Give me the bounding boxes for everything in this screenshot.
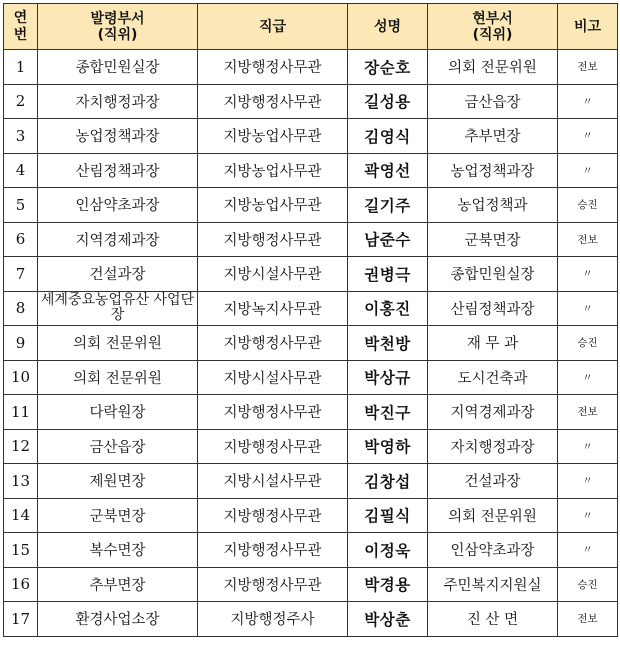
person-name-cell: 박상규	[348, 360, 428, 395]
note-cell: 〃	[558, 498, 618, 533]
table-row	[4, 464, 618, 499]
note-cell: 〃	[558, 153, 618, 188]
appointed-department-cell: 종합민원실장	[38, 50, 198, 85]
appointed-department-cell: 자치행정과장	[38, 84, 198, 119]
current-department-cell: 지역경제과장	[428, 395, 558, 430]
current-department-cell: 농업정책과	[428, 188, 558, 223]
appointed-department-cell: 환경사업소장	[38, 602, 198, 637]
grade-cell: 지방행정사무관	[198, 395, 348, 430]
grade-cell: 지방농업사무관	[198, 153, 348, 188]
note-cell: 전보	[558, 50, 618, 85]
person-name-cell: 이홍진	[348, 291, 428, 326]
grade-cell: 지방행정사무관	[198, 50, 348, 85]
appointed-department-cell: 농업정책과장	[38, 119, 198, 154]
table-row	[4, 498, 618, 533]
grade-cell: 지방행정사무관	[198, 429, 348, 464]
row-number-cell: 1	[4, 50, 38, 85]
grade-cell: 지방시설사무관	[198, 360, 348, 395]
row-number-cell: 14	[4, 498, 38, 533]
personnel-table-container	[3, 3, 618, 637]
person-name-cell: 박상춘	[348, 602, 428, 637]
table-row	[4, 326, 618, 361]
note-cell: 〃	[558, 119, 618, 154]
note-cell: 승진	[558, 326, 618, 361]
current-department-cell: 의회 전문위원	[428, 50, 558, 85]
note-cell: 전보	[558, 222, 618, 257]
row-number-cell: 7	[4, 257, 38, 292]
appointed-department-cell: 건설과장	[38, 257, 198, 292]
current-department-cell: 농업정책과장	[428, 153, 558, 188]
table-row	[4, 429, 618, 464]
person-name-cell: 장순호	[348, 50, 428, 85]
current-department-cell: 주민복지지원실	[428, 567, 558, 602]
table-row	[4, 50, 618, 85]
note-cell: 승진	[558, 188, 618, 223]
appointed-department-cell: 제원면장	[38, 464, 198, 499]
appointed-department-cell: 추부면장	[38, 567, 198, 602]
note-cell: 전보	[558, 395, 618, 430]
appointed-department-cell: 복수면장	[38, 533, 198, 568]
header-name: 성명	[348, 4, 428, 50]
note-cell: 〃	[558, 533, 618, 568]
person-name-cell: 김필식	[348, 498, 428, 533]
current-department-cell: 의회 전문위원	[428, 498, 558, 533]
row-number-cell: 2	[4, 84, 38, 119]
person-name-cell: 길성용	[348, 84, 428, 119]
row-number-cell: 15	[4, 533, 38, 568]
row-number-cell: 13	[4, 464, 38, 499]
header-current-department: 현부서 (직위)	[428, 4, 558, 50]
current-department-cell: 종합민원실장	[428, 257, 558, 292]
person-name-cell: 길기주	[348, 188, 428, 223]
table-row	[4, 119, 618, 154]
table-row	[4, 567, 618, 602]
row-number-cell: 11	[4, 395, 38, 430]
person-name-cell: 이정욱	[348, 533, 428, 568]
person-name-cell: 박천방	[348, 326, 428, 361]
grade-cell: 지방행정사무관	[198, 567, 348, 602]
grade-cell: 지방시설사무관	[198, 257, 348, 292]
appointed-department-cell: 금산읍장	[38, 429, 198, 464]
note-cell: 〃	[558, 257, 618, 292]
note-cell: 승진	[558, 567, 618, 602]
table-row	[4, 188, 618, 223]
current-department-cell: 재 무 과	[428, 326, 558, 361]
person-name-cell: 곽영선	[348, 153, 428, 188]
grade-cell: 지방농업사무관	[198, 188, 348, 223]
person-name-cell: 남준수	[348, 222, 428, 257]
person-name-cell: 박경용	[348, 567, 428, 602]
appointed-department-cell: 다락원장	[38, 395, 198, 430]
note-cell: 〃	[558, 84, 618, 119]
table-row	[4, 222, 618, 257]
table-row	[4, 395, 618, 430]
appointed-department-cell: 의회 전문위원	[38, 326, 198, 361]
current-department-cell: 자치행정과장	[428, 429, 558, 464]
header-number: 연 번	[4, 4, 38, 50]
grade-cell: 지방행정사무관	[198, 84, 348, 119]
row-number-cell: 3	[4, 119, 38, 154]
grade-cell: 지방행정사무관	[198, 533, 348, 568]
row-number-cell: 9	[4, 326, 38, 361]
row-number-cell: 12	[4, 429, 38, 464]
grade-cell: 지방행정사무관	[198, 222, 348, 257]
table-row	[4, 533, 618, 568]
table-header-row	[4, 4, 618, 50]
table-row	[4, 360, 618, 395]
table-row	[4, 602, 618, 637]
current-department-cell: 금산읍장	[428, 84, 558, 119]
appointed-department-cell: 세계중요농업유산 사업단장	[38, 291, 198, 326]
appointed-department-cell: 인삼약초과장	[38, 188, 198, 223]
grade-cell: 지방행정사무관	[198, 498, 348, 533]
person-name-cell: 박영하	[348, 429, 428, 464]
current-department-cell: 진 산 면	[428, 602, 558, 637]
current-department-cell: 인삼약초과장	[428, 533, 558, 568]
note-cell: 〃	[558, 360, 618, 395]
appointed-department-cell: 산림정책과장	[38, 153, 198, 188]
table-row	[4, 153, 618, 188]
current-department-cell: 산림정책과장	[428, 291, 558, 326]
note-cell: 〃	[558, 464, 618, 499]
table-body	[4, 50, 618, 637]
person-name-cell: 박진구	[348, 395, 428, 430]
note-cell: 〃	[558, 429, 618, 464]
grade-cell: 지방시설사무관	[198, 464, 348, 499]
row-number-cell: 17	[4, 602, 38, 637]
grade-cell: 지방행정사무관	[198, 326, 348, 361]
table-row	[4, 84, 618, 119]
row-number-cell: 10	[4, 360, 38, 395]
current-department-cell: 건설과장	[428, 464, 558, 499]
current-department-cell: 군북면장	[428, 222, 558, 257]
appointed-department-cell: 군북면장	[38, 498, 198, 533]
row-number-cell: 16	[4, 567, 38, 602]
current-department-cell: 도시건축과	[428, 360, 558, 395]
person-name-cell: 권병극	[348, 257, 428, 292]
row-number-cell: 8	[4, 291, 38, 326]
current-department-cell: 추부면장	[428, 119, 558, 154]
personnel-appointment-table	[3, 3, 618, 637]
note-cell: 전보	[558, 602, 618, 637]
grade-cell: 지방행정주사	[198, 602, 348, 637]
row-number-cell: 4	[4, 153, 38, 188]
header-appointed-department: 발령부서 (직위)	[38, 4, 198, 50]
row-number-cell: 6	[4, 222, 38, 257]
table-row	[4, 291, 618, 326]
appointed-department-cell: 의회 전문위원	[38, 360, 198, 395]
person-name-cell: 김창섭	[348, 464, 428, 499]
header-grade: 직급	[198, 4, 348, 50]
grade-cell: 지방농업사무관	[198, 119, 348, 154]
note-cell: 〃	[558, 291, 618, 326]
grade-cell: 지방녹지사무관	[198, 291, 348, 326]
appointed-department-cell: 지역경제과장	[38, 222, 198, 257]
header-note: 비고	[558, 4, 618, 50]
table-row	[4, 257, 618, 292]
row-number-cell: 5	[4, 188, 38, 223]
person-name-cell: 김영식	[348, 119, 428, 154]
